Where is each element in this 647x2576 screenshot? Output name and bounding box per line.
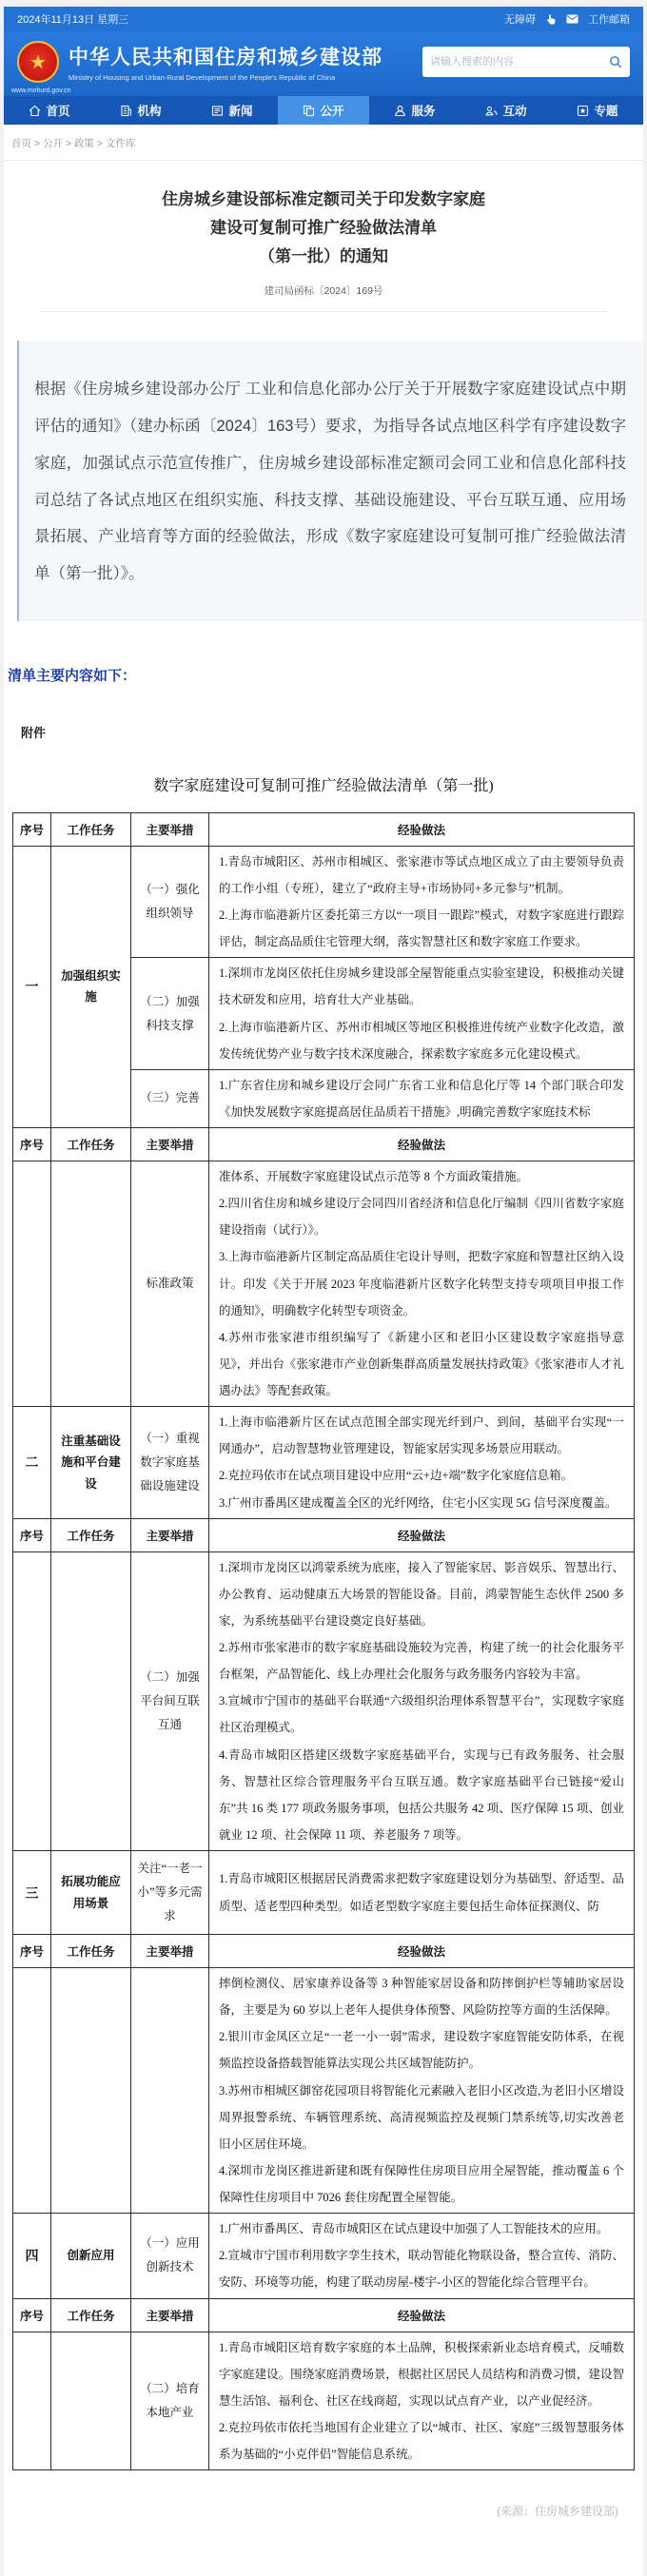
table-header-cell: 序号 — [13, 1935, 51, 1968]
measure-cell: （二）加强平台间互联互通 — [131, 1551, 209, 1850]
document-number: 建司局函标〔2024〕169号 — [264, 285, 383, 298]
top-utility-bar — [4, 7, 643, 31]
current-date: 2024年11月13日 星期三 — [17, 14, 129, 26]
practice-item: 1.深圳市龙岗区依托住房城乡建设部全屋智能重点实验室建设，积极推动关键技术研发和应用，培育壮大产业基础。 — [219, 966, 624, 1007]
practice-cell — [209, 958, 635, 1070]
measure-cell: （一）重视数字家庭基础设施建设 — [131, 1407, 209, 1519]
practice-item: 1.广州市番禺区、青岛市城阳区在试点建设中加强了人工智能技术的应用。 — [219, 2222, 609, 2236]
table-header-cell: 主要举措 — [131, 812, 209, 846]
source-attribution: (来源：住房城乡建设部) — [497, 2505, 618, 2519]
documents-icon — [303, 105, 315, 117]
task-cell: 创新应用 — [51, 2214, 131, 2298]
nav-item-public-disclosure[interactable]: 公开 — [278, 96, 369, 125]
home-icon — [29, 105, 41, 117]
task-cell — [51, 1161, 131, 1407]
nav-item-org[interactable]: 机构 — [95, 96, 186, 125]
ministry-name-en: Ministry of Housing and Urban-Rural Development of the People's Republic of China — [69, 73, 336, 82]
table-header-cell: 工作任务 — [51, 1128, 131, 1161]
person-icon — [394, 105, 406, 117]
article-title-line-1: 住房城乡建设部标准定额司关于印发数字家庭 — [162, 190, 485, 208]
table-header-cell: 序号 — [13, 1518, 51, 1551]
title-divider — [40, 311, 607, 312]
measure-cell: （一）强化组织领导 — [131, 846, 209, 958]
practice-cell — [209, 1069, 635, 1127]
table-header-cell: 经验做法 — [209, 1935, 635, 1968]
experience-table-page-4 — [12, 1934, 635, 2299]
experience-table-page-3 — [12, 1518, 635, 1935]
measure-cell: （三）完善 — [131, 1069, 209, 1127]
table-header-cell: 主要举措 — [131, 1518, 209, 1551]
measure-cell: （二）培育本地产业 — [131, 2332, 209, 2470]
practice-item: 摔倒检测仪、居家康养设备等 3 种智能家居设备和防摔倒护栏等辅助家居设备，主要是为 60 岁以上老年人提供身体预警、风险防控等方面的生活保障。 — [219, 1977, 624, 2018]
measure-cell: 标准政策 — [131, 1161, 209, 1407]
practice-item: 4.深圳市龙岗区推进新建和既有保障性住房项目应用全屋智能，推动覆盖 6 个保障性住房项目中 7026 套住房配置全屋智能。 — [219, 2163, 624, 2205]
practice-cell — [209, 1407, 635, 1519]
seq-cell: 三 — [13, 1851, 51, 1935]
table-header-cell: 工作任务 — [51, 812, 131, 846]
task-cell — [51, 2332, 131, 2470]
practice-item: 3.苏州市相城区御窑花园项目将智能化元素融入老旧小区改造,为老旧小区增设周界报警系统、车辆管理系统、高清视频监控及视频门禁系统等,切实改善老旧小区居住环境。 — [219, 2083, 624, 2151]
accessibility-link[interactable]: 无障碍 — [504, 14, 536, 26]
table-header-cell: 经验做法 — [209, 2298, 635, 2332]
practice-cell — [209, 1551, 635, 1850]
seq-cell — [13, 1968, 51, 2214]
search-box[interactable] — [422, 47, 630, 77]
table-header-row — [13, 1935, 635, 1968]
nav-item-interaction[interactable]: 互动 — [461, 96, 552, 125]
task-cell — [51, 1551, 131, 1850]
table-row — [13, 1551, 635, 1850]
table-header-row — [13, 1518, 635, 1551]
nav-item-special-topics[interactable]: 专题 — [552, 96, 643, 125]
table-header-cell: 主要举措 — [131, 2298, 209, 2332]
breadcrumb[interactable]: 首页 > 公开 > 政策 > 文件库 — [4, 125, 643, 160]
table-row — [13, 2332, 635, 2470]
table-header-cell: 工作任务 — [51, 1935, 131, 1968]
table-row — [13, 1968, 635, 2214]
practice-cell — [209, 1851, 635, 1935]
intro-block — [17, 341, 643, 621]
article-title-line-2: 建设可复制可推广经验做法清单 — [210, 218, 437, 237]
table-header-cell: 主要举措 — [131, 1935, 209, 1968]
table-row — [13, 1161, 635, 1407]
task-cell — [51, 1968, 131, 2214]
table-header-cell: 序号 — [13, 812, 51, 846]
seq-cell: 二 — [13, 1407, 51, 1519]
people-icon — [485, 105, 498, 117]
experience-table-page-1 — [12, 812, 635, 1128]
practice-item: 2.四川省住房和城乡建设厅会同四川省经济和信息化厅编制《四川省数字家庭建设指南（试行）》。 — [219, 1197, 624, 1238]
national-emblem-logo: ★ — [17, 41, 59, 83]
building-icon — [120, 105, 132, 117]
table-row — [13, 1407, 635, 1519]
practice-item: 2.上海市临港新片区、苏州市相城区等地区积极推进传统产业数字化改造，激发传统优势产业与数字技术深度融合，探索数字家庭多元化建设模式。 — [219, 1020, 624, 1061]
seq-cell — [13, 2332, 51, 2470]
main-navigation — [4, 96, 643, 125]
practice-cell — [209, 2214, 635, 2298]
practice-item: 2.宣城市宁国市利用数字孪生技术，联动智能化物联设备，整合宣传、消防、安防、环境等功能，构建了联动房屋-楼宇-小区的智能化综合管理平台。 — [219, 2249, 624, 2290]
practice-cell — [209, 1161, 635, 1407]
practice-item: 2.克拉玛依市在试点项目建设中应用“云+边+端”数字化家庭信息箱。 — [219, 1469, 574, 1483]
task-cell: 加强组织实施 — [51, 846, 131, 1127]
table-header-cell: 经验做法 — [209, 1128, 635, 1161]
practice-cell — [209, 2332, 635, 2470]
table-row — [13, 846, 635, 958]
experience-table-container — [12, 812, 635, 2470]
table-header-cell: 工作任务 — [51, 1518, 131, 1551]
practice-item: 2.上海市临港新片区委托第三方以“一项目一跟踪”模式，对数字家庭进行跟踪评估，制定高品质住宅管理大纲，落实智慧社区和数字家庭工作要求。 — [219, 908, 624, 949]
practice-item: 1.青岛市城阳区培育数字家庭的本土品牌，积极探索新业态培育模式，反哺数字家庭建设。围绕家庭消费场景，根据社区居民人员结构和消费习惯，建设智慧生活馆、福利仓、社区在线商超，实现以试点育产业，以产业促经济。 — [219, 2340, 624, 2408]
practice-item: 1.广东省住房和城乡建设厅会同广东省工业和信息化厅等 14 个部门联合印发《加快发展数字家庭提高居住品质若干措施》,明确完善数字家庭技术标 — [219, 1078, 624, 1119]
work-mail-link[interactable]: 工作邮箱 — [588, 14, 630, 26]
practice-item: 1.上海市临港新片区在试点范围全部实现光纤到户、到间，基础平台实现“一网通办”，启动智慧物业管理建设，智能家居实现多场景应用联动。 — [219, 1415, 624, 1456]
measure-cell: （二）加强科技支撑 — [131, 958, 209, 1070]
table-header-cell: 序号 — [13, 1128, 51, 1161]
practice-item: 3.广州市番禺区建成覆盖全区的光纤网络，住宅小区实现 5G 信号深度覆盖。 — [219, 1495, 618, 1510]
practice-item: 4.青岛市城阳区搭建区级数字家庭基础平台，实现与已有政务服务、社会服务、智慧社区综合管理服务平台互联互通。数字家庭基础平台已链接“爱山东”共 16 类 177 项政务服务事项，包括公共服务 42 项、医疗保障 15 项、创业就业 12 项、社会保障 11 项、养老服务 7 项等。 — [219, 1747, 624, 1842]
search-icon[interactable] — [609, 55, 622, 68]
seq-cell: 一 — [13, 846, 51, 1127]
page-top-strip — [4, 0, 643, 7]
article-title-line-3: （第一批）的通知 — [259, 246, 388, 265]
search-input[interactable] — [430, 56, 609, 68]
nav-item-news[interactable]: 新闻 — [186, 96, 278, 125]
practice-item: 1.深圳市龙岗区以鸿蒙系统为底座，接入了智能家居、影音娱乐、智慧出行、办公教育、运动健康五大场景的智能设备。目前，鸿蒙智能生态伙伴 2500 多家，为系统基础平台建设奠定良好基础。 — [219, 1560, 624, 1628]
nav-item-home[interactable]: 首页 — [4, 96, 95, 125]
table-title: 数字家庭建设可复制可推广经验做法清单（第一批) — [153, 777, 494, 794]
attachment-label: 附件 — [21, 725, 47, 740]
article-panel — [4, 160, 643, 2576]
nav-item-services[interactable]: 服务 — [369, 96, 461, 125]
table-header-cell: 主要举措 — [131, 1128, 209, 1161]
list-content-label: 清单主要内容如下： — [8, 667, 137, 684]
newspaper-icon — [211, 105, 224, 117]
ministry-name-cn: 中华人民共和国住房和城乡建设部 — [69, 47, 382, 68]
table-header-cell: 经验做法 — [209, 812, 635, 846]
practice-item: 准体系、开展数字家庭建设试点示范等 8 个方面政策措施。 — [219, 1170, 529, 1184]
intro-paragraph: 根据《住房城乡建设部办公厅 工业和信息化部办公厅关于开展数字家庭建设试点中期评估的通知》（建办标函〔2024〕163号）要求，为指导各试点地区科学有序建设数字家庭，加强试点示范宣传推广，住房城乡建设部标准定额司会同工业和信息化部科技司总结了各试点地区在组织实施、科技支撑、基础设施建设、平台互联互通、应用场景拓展、产业培育等方面的经验做法，形成《数字家庭建设可复制可推广经验做法清单（第一批）》。 — [34, 381, 626, 583]
star-badge-icon — [577, 105, 589, 117]
task-cell: 注重基础设施和平台建设 — [51, 1407, 131, 1519]
table-header-row — [13, 1128, 635, 1161]
measure-cell: （一）应用创新技术 — [131, 2214, 209, 2298]
table-row — [13, 1851, 635, 1935]
table-header-cell: 工作任务 — [51, 2298, 131, 2332]
hand-cursor-icon[interactable] — [545, 13, 557, 25]
measure-cell: 关注“一老一小”等多元需求 — [131, 1851, 209, 1935]
practice-item: 3.上海市临港新片区制定高品质住宅设计导则，把数字家庭和智慧社区纳入设计。印发《关于开展 2023 年度临港新片区数字化转型支持专项项目申报工作的通知》，明确数字化转型专项资金。 — [219, 1250, 624, 1317]
task-cell: 拓展功能应用场景 — [51, 1851, 131, 1935]
table-row — [13, 2214, 635, 2298]
table-header-row — [13, 2298, 635, 2332]
practice-cell — [209, 846, 635, 958]
seq-cell — [13, 1551, 51, 1850]
measure-cell — [131, 1968, 209, 2214]
article-title — [4, 185, 643, 270]
experience-table-page-2 — [12, 1127, 635, 1519]
practice-item: 4.苏州市张家港市组织编写了《新建小区和老旧小区建设数字家庭指导意见》，并出台《张家港市产业创新集群高质量发展扶持政策》《张家港市人才礼遇办法》等配套政策。 — [219, 1330, 624, 1398]
mail-icon — [566, 14, 578, 24]
table-header-row — [13, 812, 635, 846]
table-header-cell: 序号 — [13, 2298, 51, 2332]
practice-item: 2.苏州市张家港市的数字家庭基础设施较为完善，构建了统一的社会化服务平台框架，产品智能化、线上办理社会化服务与政务服务内容较为丰富。 — [219, 1641, 624, 1682]
practice-item: 2.银川市金凤区立足“一老一小一弱”需求，建设数字家庭智能安防体系，在视频监控设备搭载智能算法实现公共区域智能防护。 — [219, 2030, 624, 2071]
site-url: www.mohurd.gov.cn — [11, 88, 71, 94]
practice-item: 3.宣城市宁国市的基础平台联通“六级组织治理体系智慧平台”，实现数字家庭社区治理模式。 — [219, 1694, 624, 1735]
practice-item: 2.克拉玛依市依托当地国有企业建立了以“城市、社区、家庭”三级智慧服务体系为基础的“小克伴侣”智能信息系统。 — [219, 2420, 624, 2462]
practice-item: 1.青岛市城阳区根据居民消费需求把数字家庭建设划分为基础型、舒适型、品质型、适老型四种类型。如适老型数字家庭主要包括生命体征探测仪、防 — [219, 1872, 624, 1913]
experience-table-page-5 — [12, 2298, 635, 2471]
practice-cell — [209, 1968, 635, 2214]
table-header-cell: 经验做法 — [209, 1518, 635, 1551]
seq-cell: 四 — [13, 2214, 51, 2298]
seq-cell — [13, 1161, 51, 1407]
practice-item: 1.青岛市城阳区、苏州市相城区、张家港市等试点地区成立了由主要领导负责的工作小组（专班），建立了“政府主导+市场协同+多元参与”机制。 — [219, 854, 624, 895]
site-header — [4, 31, 643, 96]
